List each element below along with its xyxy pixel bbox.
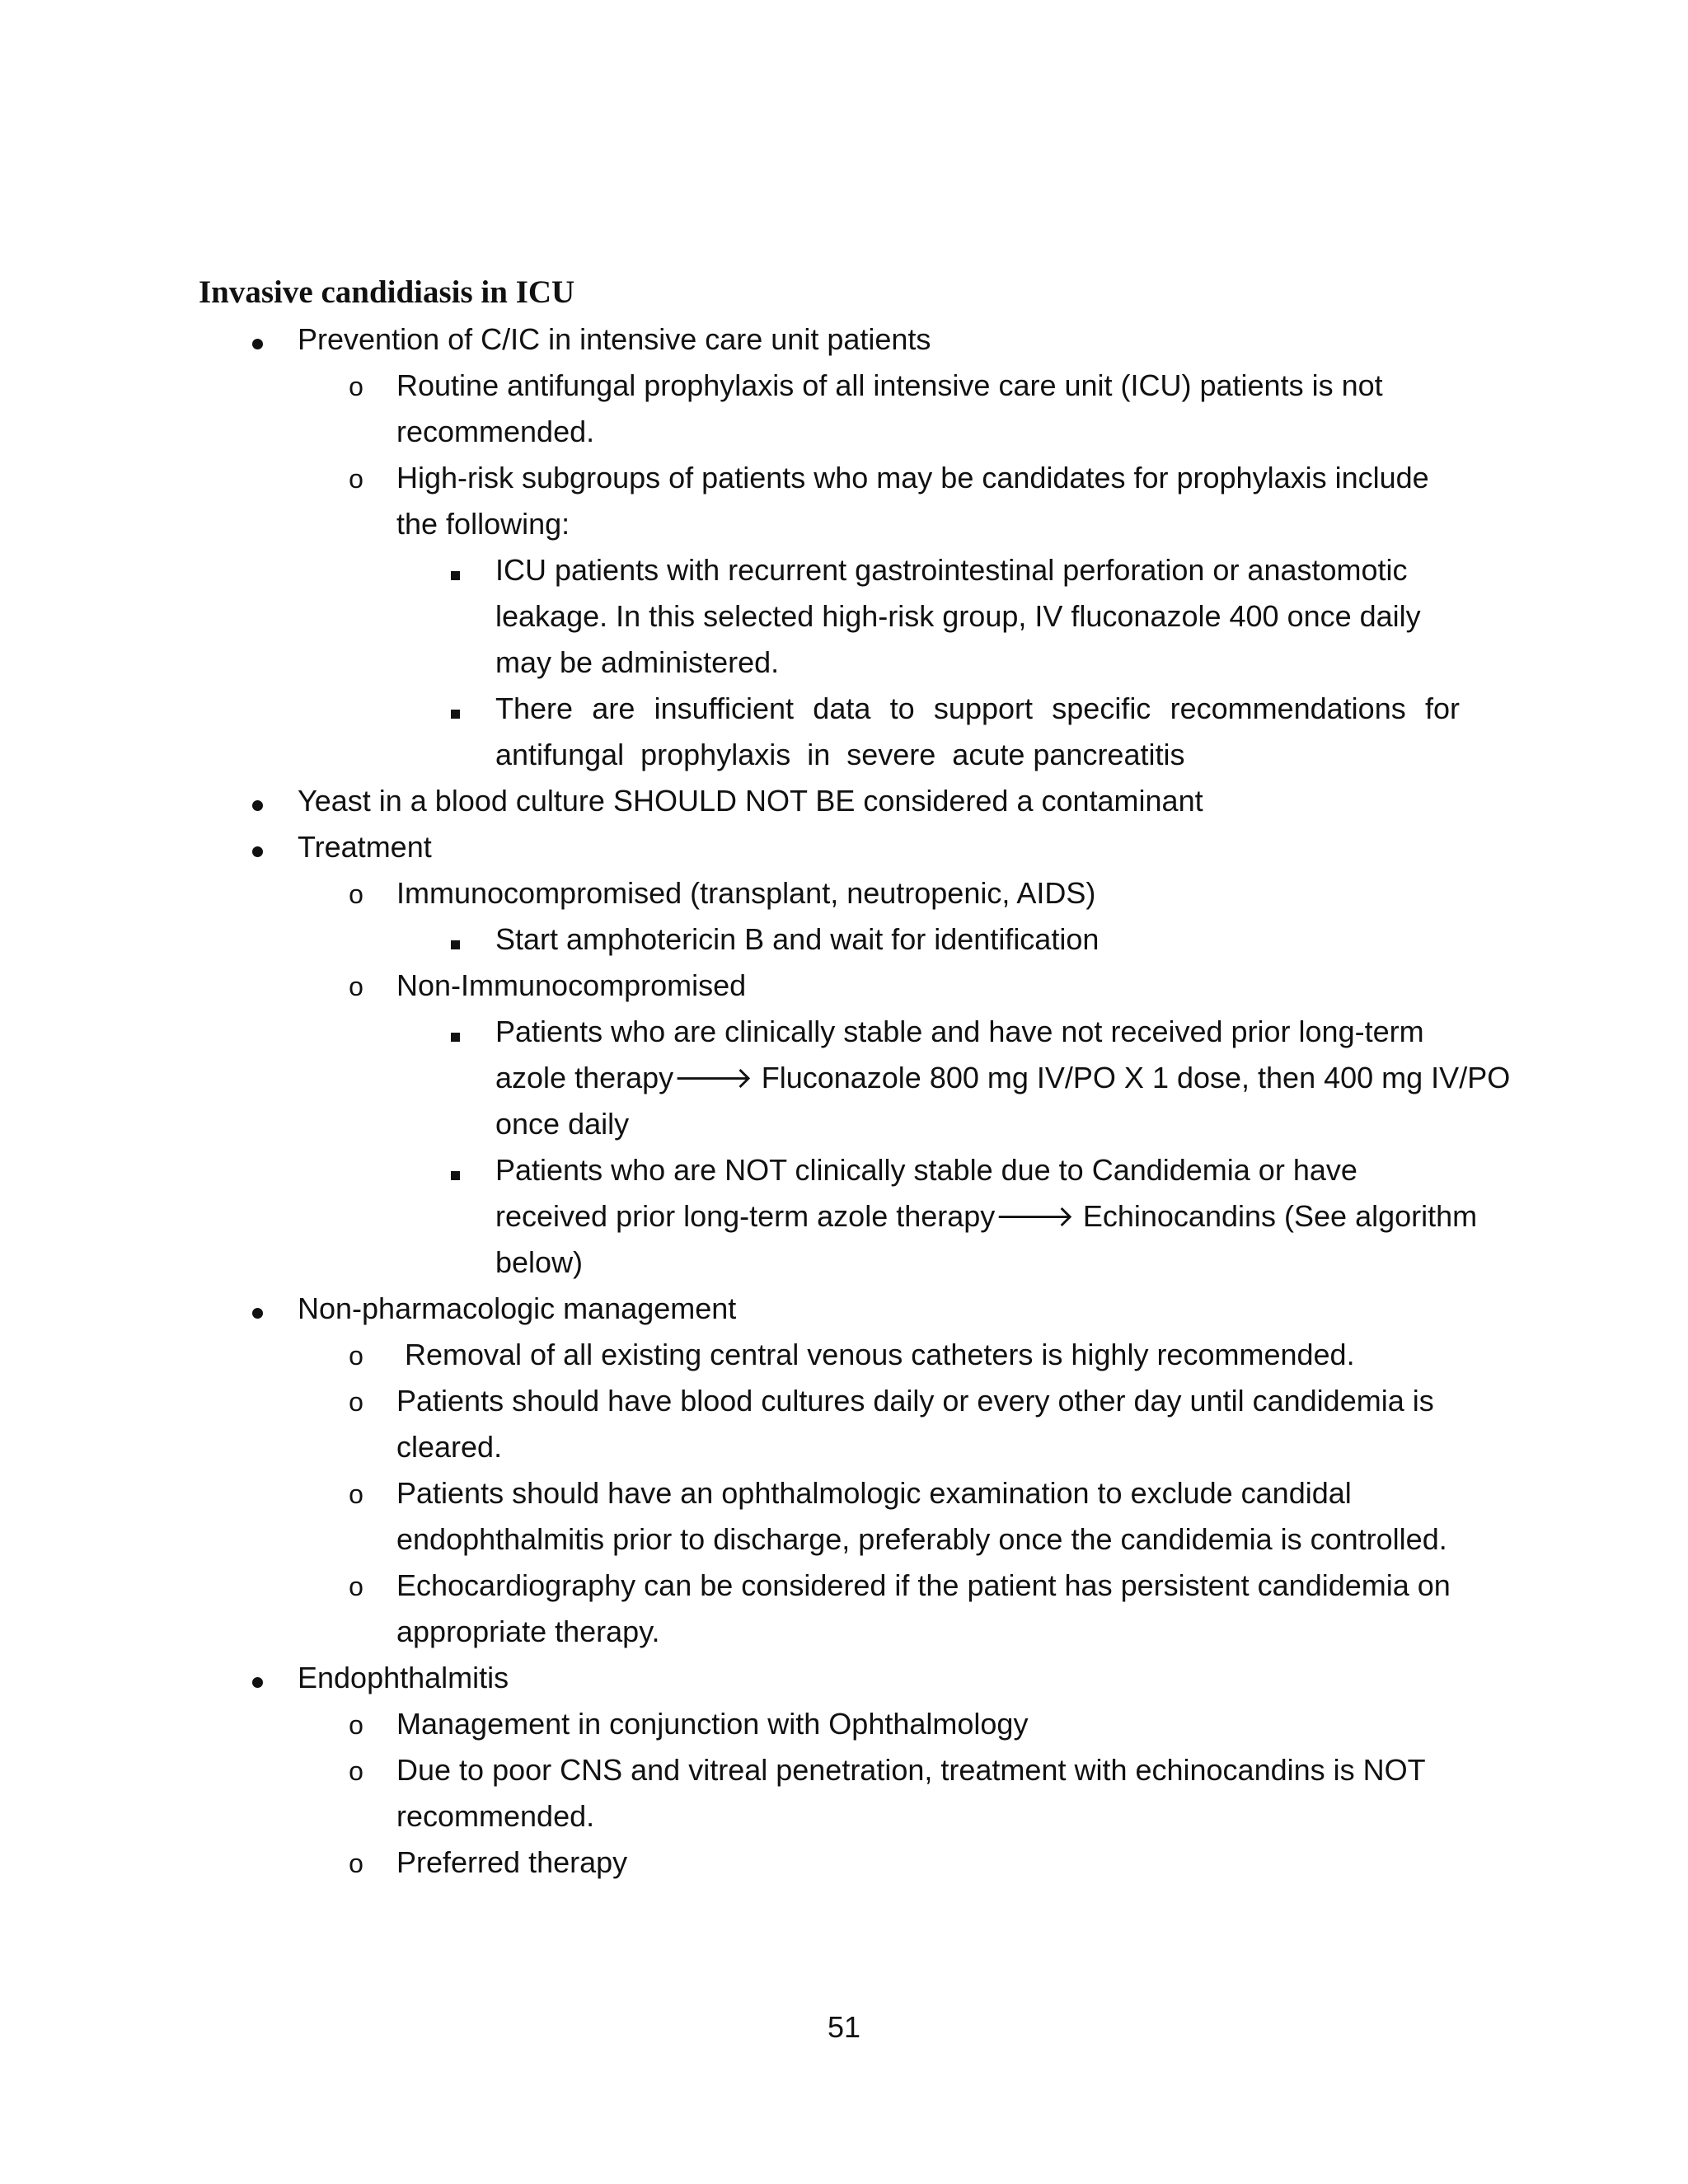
- hollow-circle-bullet-icon: o: [349, 972, 363, 1001]
- filled-square-bullet-icon: [445, 1009, 465, 1055]
- list-text: Start amphotericin B and wait for identification: [495, 922, 1100, 956]
- list-text: Preferred therapy: [396, 1845, 628, 1879]
- list-text: once daily: [495, 1107, 630, 1141]
- list-text-continuation: [0, 1240, 1688, 1286]
- sub-sub-list-item: [0, 1009, 1688, 1055]
- list-text: Echocardiography can be considered if the patient has persistent candidemia on: [396, 1568, 1451, 1602]
- list-item-non-pharmacologic: [0, 1286, 1688, 1332]
- filled-circle-bullet-icon: [247, 1655, 267, 1701]
- list-text: recommended.: [396, 415, 595, 448]
- hollow-circle-bullet-icon: o: [349, 879, 363, 909]
- list-text-continuation: [0, 732, 1688, 778]
- list-text: Yeast in a blood culture SHOULD NOT BE considered a contaminant: [298, 784, 1203, 818]
- list-text-continuation: [0, 593, 1688, 640]
- hollow-circle-bullet-icon: o: [349, 1849, 363, 1878]
- sub-list-item: [0, 1563, 1688, 1609]
- document-body: [0, 316, 1688, 1886]
- filled-circle-bullet-icon: [247, 824, 267, 870]
- sub-sub-list-item: [0, 916, 1688, 963]
- list-text: appropriate therapy.: [396, 1615, 660, 1648]
- list-text-continuation: [0, 1424, 1688, 1470]
- list-text: Fluconazole 800 mg IV/PO X 1 dose, then 400 mg IV/PO: [761, 1061, 1511, 1094]
- right-arrow-icon: 🡒: [673, 1062, 753, 1095]
- filled-circle-bullet-icon: [247, 778, 267, 824]
- list-text-continuation: [0, 501, 1688, 547]
- list-text: Echinocandins (See algorithm: [1082, 1199, 1478, 1233]
- list-text: received prior long-term azole therapy: [495, 1199, 996, 1233]
- list-item-treatment: [0, 824, 1688, 870]
- page-number: 51: [827, 2010, 861, 2044]
- list-text-with-arrow: [495, 1193, 1477, 1240]
- list-text: may be administered.: [495, 645, 780, 679]
- list-text: Treatment: [298, 830, 432, 864]
- list-text: antifungal prophylaxis in severe acute pancreatitis: [495, 738, 1185, 771]
- list-text: Management in conjunction with Ophthalmology: [396, 1707, 1029, 1741]
- list-text: recommended.: [396, 1799, 595, 1833]
- sub-list-item: [0, 1470, 1688, 1516]
- list-text-continuation: [0, 640, 1688, 686]
- filled-square-bullet-icon: [445, 686, 465, 732]
- hollow-circle-bullet-icon: o: [349, 1756, 363, 1786]
- list-text: Due to poor CNS and vitreal penetration, treatment with echinocandins is NOT: [396, 1753, 1426, 1787]
- sub-list-item: [0, 1747, 1688, 1793]
- hollow-circle-bullet-icon: o: [349, 1341, 363, 1371]
- list-text: Removal of all existing central venous catheters is highly recommended.: [396, 1338, 1355, 1371]
- sub-list-item: [0, 963, 1688, 1009]
- list-text: High-risk subgroups of patients who may be candidates for prophylaxis include: [396, 461, 1429, 494]
- list-text-continuation: [0, 1193, 1688, 1240]
- list-text: Patients who are NOT clinically stable due to Candidemia or have: [495, 1153, 1357, 1187]
- list-text-continuation: [0, 1609, 1688, 1655]
- hollow-circle-bullet-icon: o: [349, 1387, 363, 1417]
- list-text-continuation: [0, 1516, 1688, 1563]
- list-text-continuation: [0, 1793, 1688, 1840]
- filled-square-bullet-icon: [445, 916, 465, 963]
- list-text: Routine antifungal prophylaxis of all intensive care unit (ICU) patients is not: [396, 368, 1383, 402]
- list-text: Endophthalmitis: [298, 1661, 509, 1694]
- hollow-circle-bullet-icon: o: [349, 1710, 363, 1740]
- hollow-circle-bullet-icon: o: [349, 464, 363, 494]
- list-text: Prevention of C/IC in intensive care unit patients: [298, 322, 931, 356]
- sub-list-item: [0, 1332, 1688, 1378]
- sub-list-item: [0, 363, 1688, 409]
- hollow-circle-bullet-icon: o: [349, 1572, 363, 1601]
- list-text: cleared.: [396, 1430, 503, 1464]
- list-text: ICU patients with recurrent gastrointestinal perforation or anastomotic: [495, 553, 1408, 587]
- sub-sub-list-item: [0, 1147, 1688, 1193]
- filled-circle-bullet-icon: [247, 1286, 267, 1332]
- list-text-continuation: [0, 1101, 1688, 1147]
- list-text: Non-Immunocompromised: [396, 968, 747, 1002]
- list-text: Patients should have blood cultures daily or every other day until candidemia is: [396, 1384, 1434, 1418]
- sub-sub-list-item: [0, 686, 1688, 732]
- sub-list-item: [0, 870, 1688, 916]
- list-text: There are insufficient data to support specific recommendations for: [495, 691, 1460, 725]
- list-text: leakage. In this selected high-risk group, IV fluconazole 400 once daily: [495, 599, 1421, 633]
- list-text: the following:: [396, 507, 570, 541]
- sub-sub-list-item: [0, 547, 1688, 593]
- list-text: azole therapy: [495, 1061, 674, 1094]
- sub-list-item: [0, 1840, 1688, 1886]
- list-text: below): [495, 1245, 584, 1279]
- list-item-prevention: [0, 316, 1688, 363]
- hollow-circle-bullet-icon: o: [349, 1479, 363, 1509]
- right-arrow-icon: 🡒: [995, 1200, 1075, 1234]
- list-text: Immunocompromised (transplant, neutropenic, AIDS): [396, 876, 1096, 910]
- list-item-yeast: [0, 778, 1688, 824]
- filled-square-bullet-icon: [445, 1147, 465, 1193]
- list-text: Non-pharmacologic management: [298, 1291, 737, 1325]
- list-text: Patients who are clinically stable and have not received prior long-term: [495, 1015, 1424, 1048]
- sub-list-item: [0, 1378, 1688, 1424]
- hollow-circle-bullet-icon: o: [349, 372, 363, 401]
- filled-circle-bullet-icon: [247, 316, 267, 363]
- list-text: endophthalmitis prior to discharge, preferably once the candidemia is controlled.: [396, 1522, 1447, 1556]
- section-heading: Invasive candidiasis in ICU: [199, 274, 575, 310]
- sub-list-item: [0, 455, 1688, 501]
- list-text-continuation: [0, 1055, 1688, 1101]
- list-text-continuation: [0, 409, 1688, 455]
- sub-list-item: [0, 1701, 1688, 1747]
- list-text-with-arrow: [495, 1055, 1510, 1102]
- list-text: Patients should have an ophthalmologic examination to exclude candidal: [396, 1476, 1352, 1510]
- filled-square-bullet-icon: [445, 547, 465, 593]
- list-item-endophthalmitis: [0, 1655, 1688, 1701]
